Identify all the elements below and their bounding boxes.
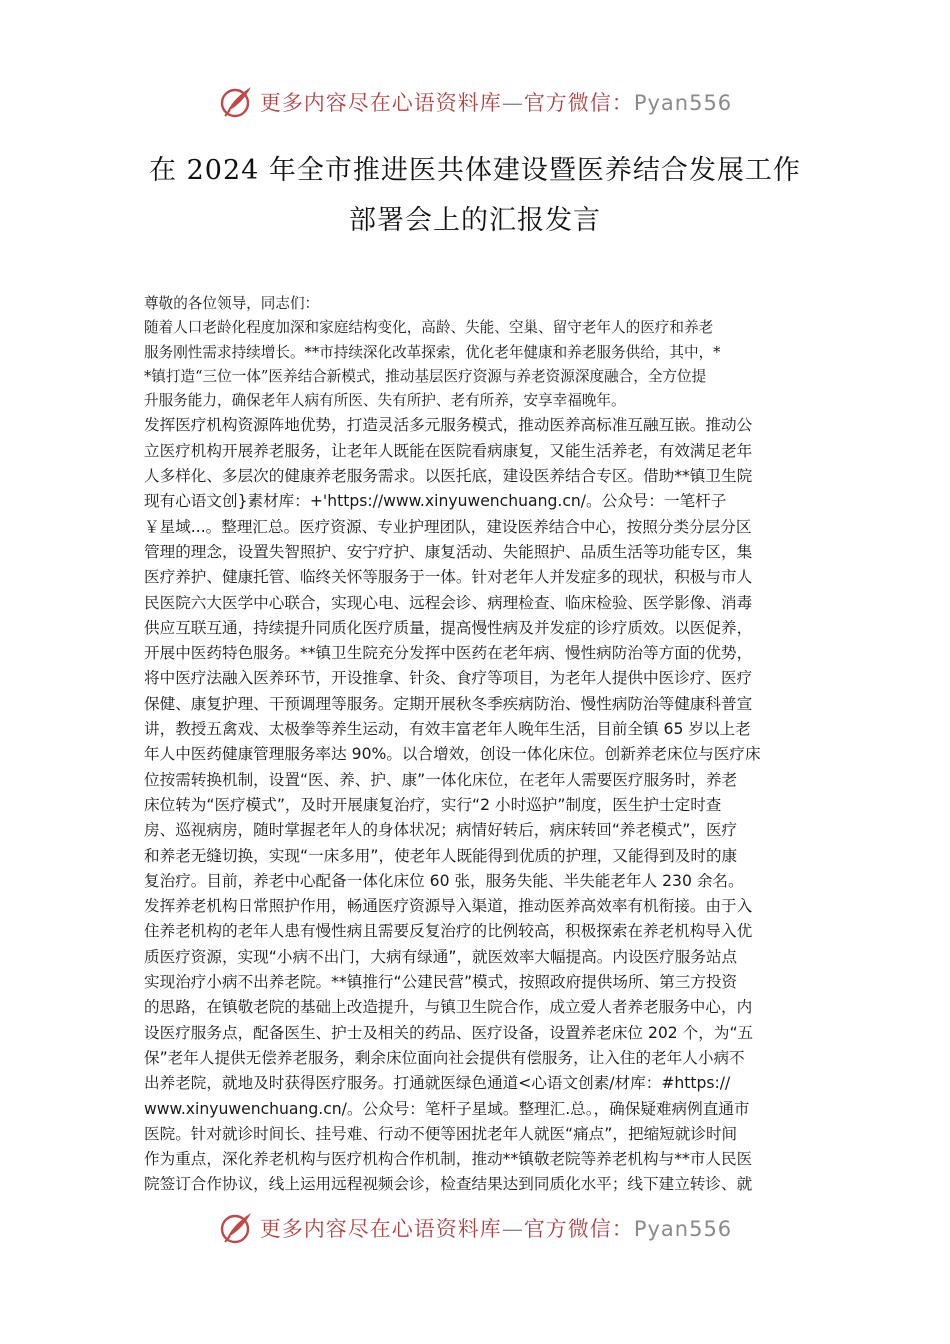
text-line: 供应互联互通，持续提升同质化医疗质量，提高慢性病及并发症的诊疗质效。以医促养，: [144, 618, 753, 637]
text-line: 复治疗。目前，养老中心配备一体化床位 60 张，服务失能、半失能老年人 230 余名。: [144, 871, 744, 890]
text-line: 现有心语文创}素材库：+'https://www.xinyuwenchuang.cn/。公众号：一笔杆子: [144, 492, 727, 511]
header-watermark-banner: [0, 82, 950, 122]
text-line: 民医院六大医学中心联合，实现心电、远程会诊、病理检查、临床检验、医学影像、消毒: [144, 593, 753, 612]
text-line: 立医疗机构开展养老服务，让老年人既能在医院看病康复，又能生活养老，有效满足老年: [144, 441, 753, 460]
main-section: [144, 413, 810, 1197]
document-title-line-1: 在 2024 年全市推进医共体建设暨医养结合发展工作: [149, 155, 801, 186]
text-line: 作为重点，深化养老机构与医疗机构合作机制，推动**镇敬老院等养老机构与**市人民医: [144, 1150, 753, 1169]
text-line: 将中医疗法融入医养环节，开设推拿、针灸、食疗等项目，为老年人提供中医诊疗、医疗: [144, 669, 753, 688]
text-line: 住养老机构的老年人患有慢性病且需要反复治疗的比例较高，积极探索在养老机构导入优: [144, 922, 753, 941]
intro-section: [144, 292, 810, 413]
text-line: 房、巡视病房，随时掌握老年人的身体状况；病情好转后，病床转回“养老模式”，医疗: [144, 821, 738, 840]
text-line: 保健、康复护理、干预调理等服务。定期开展秋冬季疾病防治、慢性病防治等健康科普宣: [144, 694, 753, 713]
feather-pen-icon: [218, 1210, 254, 1246]
text-line: 讲，教授五禽戏、太极拳等养生运动，有效丰富老年人晚年生活，目前全镇 65 岁以上老: [144, 720, 751, 739]
banner-account: Pyan556: [633, 91, 733, 115]
banner-text: 更多内容尽在心语资料库: [259, 91, 502, 115]
text-line: 发挥养老机构日常照护作用，畅通医疗资源导入渠道，推动医养高效率有机衔接。由于入: [144, 897, 753, 916]
text-line: 年人中医药健康管理服务率达 90%。以合增效，创设一体化床位。创新养老床位与医疗床: [144, 745, 761, 764]
text-line: 位按需转换机制，设置“医、养、护、康”一体化床位，在老年人需要医疗服务时，养老: [144, 770, 738, 789]
document-title-line-2: 部署会上的汇报发言: [349, 205, 601, 236]
banner-dash: —: [501, 91, 524, 115]
text-line: ￥星域...。整理汇总。医疗资源、专业护理团队，建设医养结合中心，按照分类分层分区: [144, 517, 752, 536]
text-line: 升服务能力，确保老年人病有所医、失有所护、老有所养，安享幸福晚年。: [144, 392, 626, 410]
banner-label: 官方微信：: [523, 1217, 634, 1241]
text-line: 尊敬的各位领导，同志们：: [144, 295, 320, 312]
text-line: 医疗养护、健康托管、临终关怀等服务于一体。针对老年人并发症多的现状，积极与市人: [144, 568, 753, 587]
text-line: 管理的理念，设置失智照护、安宁疗护、康复活动、失能照护、品质生活等功能专区，集: [144, 542, 753, 561]
text-line: 院签订合作协议，线上运用远程视频会诊，检查结果达到同质化水平；线下建立转诊、就: [144, 1175, 753, 1194]
feather-pen-icon: [218, 84, 254, 120]
text-line: 质医疗资源，实现“小病不出门，大病有绿通”，就医效率大幅提高。内设医疗服务站点: [144, 947, 738, 966]
text-line: 保”老年人提供无偿养老服务，剩余床位面向社会提供有偿服务，让入住的老年人小病不: [144, 1048, 745, 1067]
text-line: 发挥医疗机构资源阵地优势，打造灵活多元服务模式，推动医养高标准互融互嵌。推动公: [144, 416, 753, 435]
document-body: [144, 292, 810, 1198]
banner-text: 更多内容尽在心语资料库: [259, 1217, 502, 1241]
text-line: 和养老无缝切换，实现“一床多用”，使老年人既能得到优质的护理，又能得到及时的康: [144, 846, 738, 865]
text-line: 医院。针对就诊时间长、挂号难、行动不便等困扰老年人就医“痛点”，把缩短就诊时间: [144, 1124, 738, 1143]
footer-watermark-banner: [0, 1208, 950, 1248]
text-line: 出养老院，就地及时获得医疗服务。打通就医绿色通道<心语文创素/材库：#https://: [144, 1074, 731, 1093]
banner-account: Pyan556: [633, 1217, 733, 1241]
text-line: 开展中医药特色服务。**镇卫生院充分发挥中医药在老年病、慢性病防治等方面的优势，: [144, 644, 753, 663]
banner-label: 官方微信：: [523, 91, 634, 115]
text-line: *镇打造“三位一体”医养结合新模式，推动基层医疗资源与养老资源深度融合，全方位提: [144, 367, 707, 385]
banner-dash: —: [501, 1217, 524, 1241]
text-line: 设医疗服务点，配备医生、护士及相关的药品、医疗设备，设置养老床位 202 个，为“五: [144, 1023, 754, 1042]
text-line: 服务刚性需求持续增长。**市持续深化改革探索，优化老年健康和养老服务供给，其中，*: [144, 343, 721, 361]
text-line: www.xinyuwenchuang.cn/。公众号：笔杆子星域。整理汇.总。，确保疑难病例直通市: [144, 1099, 750, 1118]
text-line: 床位转为“医疗模式”，及时开展康复治疗，实行“2 小时巡护”制度，医生护士定时查: [144, 795, 722, 814]
text-line: 随着人口老龄化程度加深和家庭结构变化，高龄、失能、空巢、留守老年人的医疗和养老: [144, 319, 714, 337]
text-line: 实现治疗小病不出养老院。**镇推行“公建民营”模式，按照政府提供场所、第三方投资: [144, 973, 738, 992]
text-line: 的思路，在镇敬老院的基础上改造提升，与镇卫生院合作，成立爱人者养老服务中心，内: [144, 998, 753, 1017]
text-line: 人多样化、多层次的健康养老服务需求。以医托底，建设医养结合专区。借助**镇卫生院: [144, 467, 753, 486]
